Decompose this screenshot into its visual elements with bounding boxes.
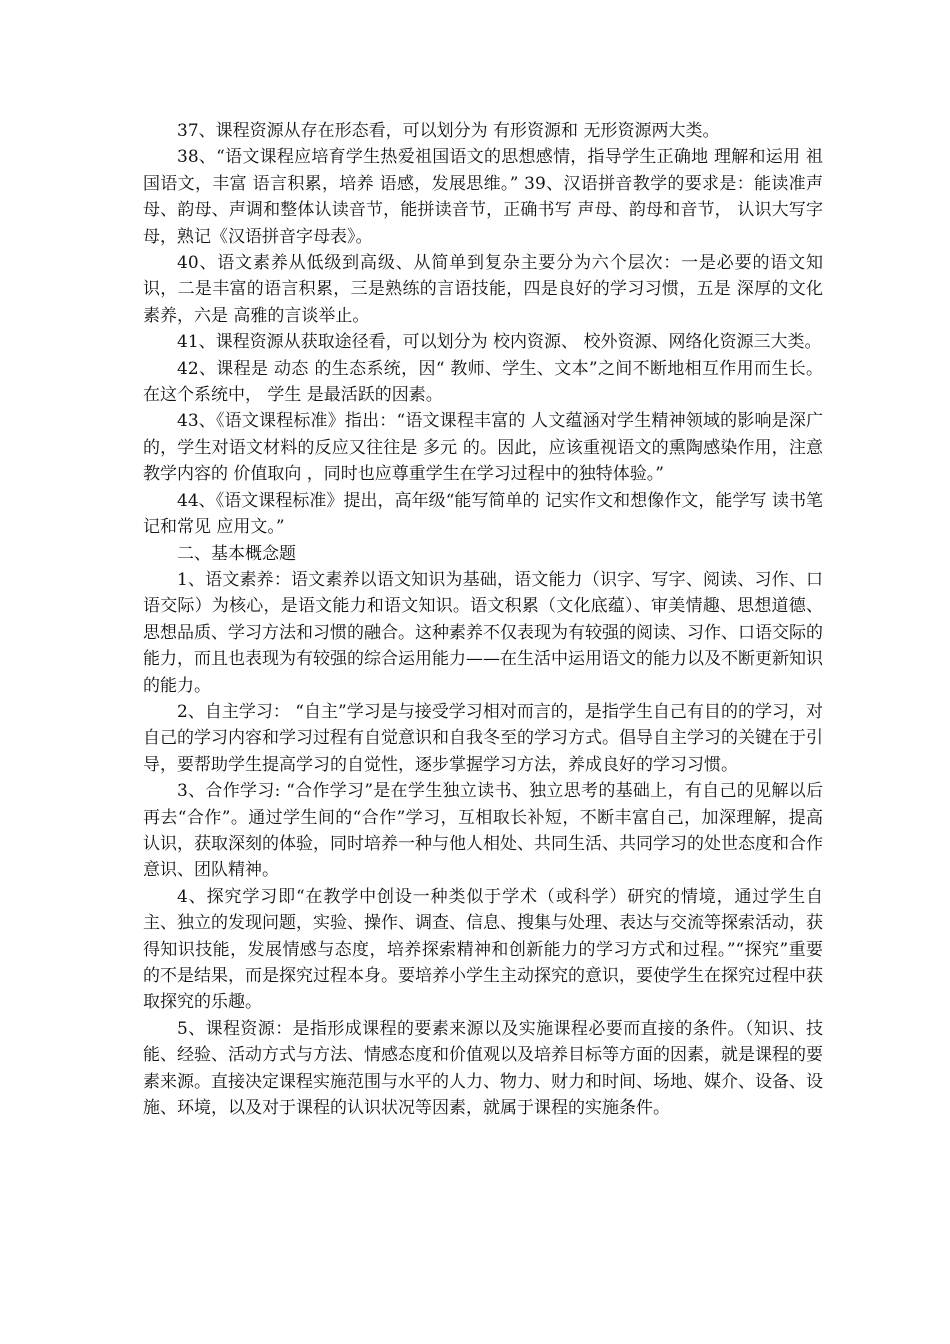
concept-item-3: 3、合作学习: “合作学习”是在学生独立读书、独立思考的基础上，有自己的见解以后再去“合作”。通过学生间的“合作”学习，互相取长补短，不断丰富自己，加深理解，提高认识，获取深刻的体验，同时培养一种与他人相处、共同生活、共同学习的处世态度和合作意识、团队精神。	[143, 781, 823, 881]
paragraph-item-44: 44、《语文课程标准》提出，高年级“能写简单的 记实作文和想像作文，能学写 读书笔记和常见 应用文。”	[143, 490, 823, 538]
section-heading: 二、基本概念题	[177, 543, 296, 564]
concept-item-2: 2、自主学习： “自主”学习是与接受学习相对而言的，是指学生自己有目的的学习，对自己的学习内容和学习过程有自觉意识和自我冬至的学习方式。倡导自主学习的关键在于引导，要帮助学生提高学习的自觉性，逐步掌握学习方法，养成良好的学习习惯。	[143, 701, 823, 775]
paragraph-item-41: 41、课程资源从获取途径看，可以划分为 校内资源、 校外资源、网络化资源三大类。	[177, 332, 822, 353]
paragraph-item-40: 40、语文素养从低级到高级、从简单到复杂主要分为六个层次：一是必要的语文知识，二是丰富的语言积累，三是熟练的言语技能，四是良好的学习习惯，五是 深厚的文化素养，六是 高雅的言谈举止。	[143, 253, 823, 326]
paragraph-item-42: 42、课程是 动态 的生态系统，因“ 教师、学生、文本”之间不断地相互作用而生长。在这个系统中， 学生 是最活跃的因素。	[143, 358, 823, 406]
concept-item-1: 1、语文素养：语文素养以语文知识为基础，语文能力（识字、写字、阅读、习作、口语交际）为核心，是语文能力和语文知识。语文积累（文化底蕴）、审美情趣、思想道德、思想品质、学习方法和习惯的融合。这种素养不仅表现为有较强的阅读、习作、口语交际的能力，而且也表现为有较强的综合运用能力——在生活中运用语文的能力以及不断更新知识的能力。	[143, 569, 823, 696]
concept-item-4: 4、探究学习即“在教学中创设一种类似于学术（或科学）研究的情境，通过学生自主、独立的发现问题，实验、操作、调查、信息、搜集与处理、表达与交流等探索活动，获得知识技能，发展情感与态度，培养探索精神和创新能力的学习方式和过程。”“探究”重要的不是结果，而是探究过程本身。要培养小学生主动探究的意识，要使学生在探究过程中获取探究的乐趣。	[143, 886, 823, 1013]
paragraph-item-43: 43、《语文课程标准》指出：“语文课程丰富的 人文蕴涵对学生精神领域的影响是深广的，学生对语文材料的反应又往往是 多元 的。因此，应该重视语文的熏陶感染作用，注意教学内容的 价值取向 ，同时也应尊重学生在学习过程中的独特体验。”	[143, 411, 823, 485]
paragraph-item-38-39: 38、“语文课程应培育学生热爱祖国语文的思想感情，指导学生正确地 理解和运用 祖国语文，丰富 语言积累，培养 语感，发展思维。” 39、汉语拼音教学的要求是：能读准声母、韵母、声调和整体认读音节，能拼读音节，正确书写 声母、韵母和音节， 认识大写字母，熟记《汉语拼音字母表》。	[143, 147, 823, 247]
concept-item-5: 5、课程资源：是指形成课程的要素来源以及实施课程必要而直接的条件。（知识、技能、经验、活动方式与方法、情感态度和价值观以及培养目标等方面的因素，就是课程的要素来源。直接决定课程实施范围与水平的人力、物力、财力和时间、场地、媒介、设备、设施、环境，以及对于课程的认识状况等因素，就属于课程的实施条件。	[143, 1018, 823, 1119]
document-body	[143, 118, 823, 1121]
paragraph-item-37: 37、课程资源从存在形态看，可以划分为 有形资源和 无形资源两大类。	[177, 121, 720, 141]
